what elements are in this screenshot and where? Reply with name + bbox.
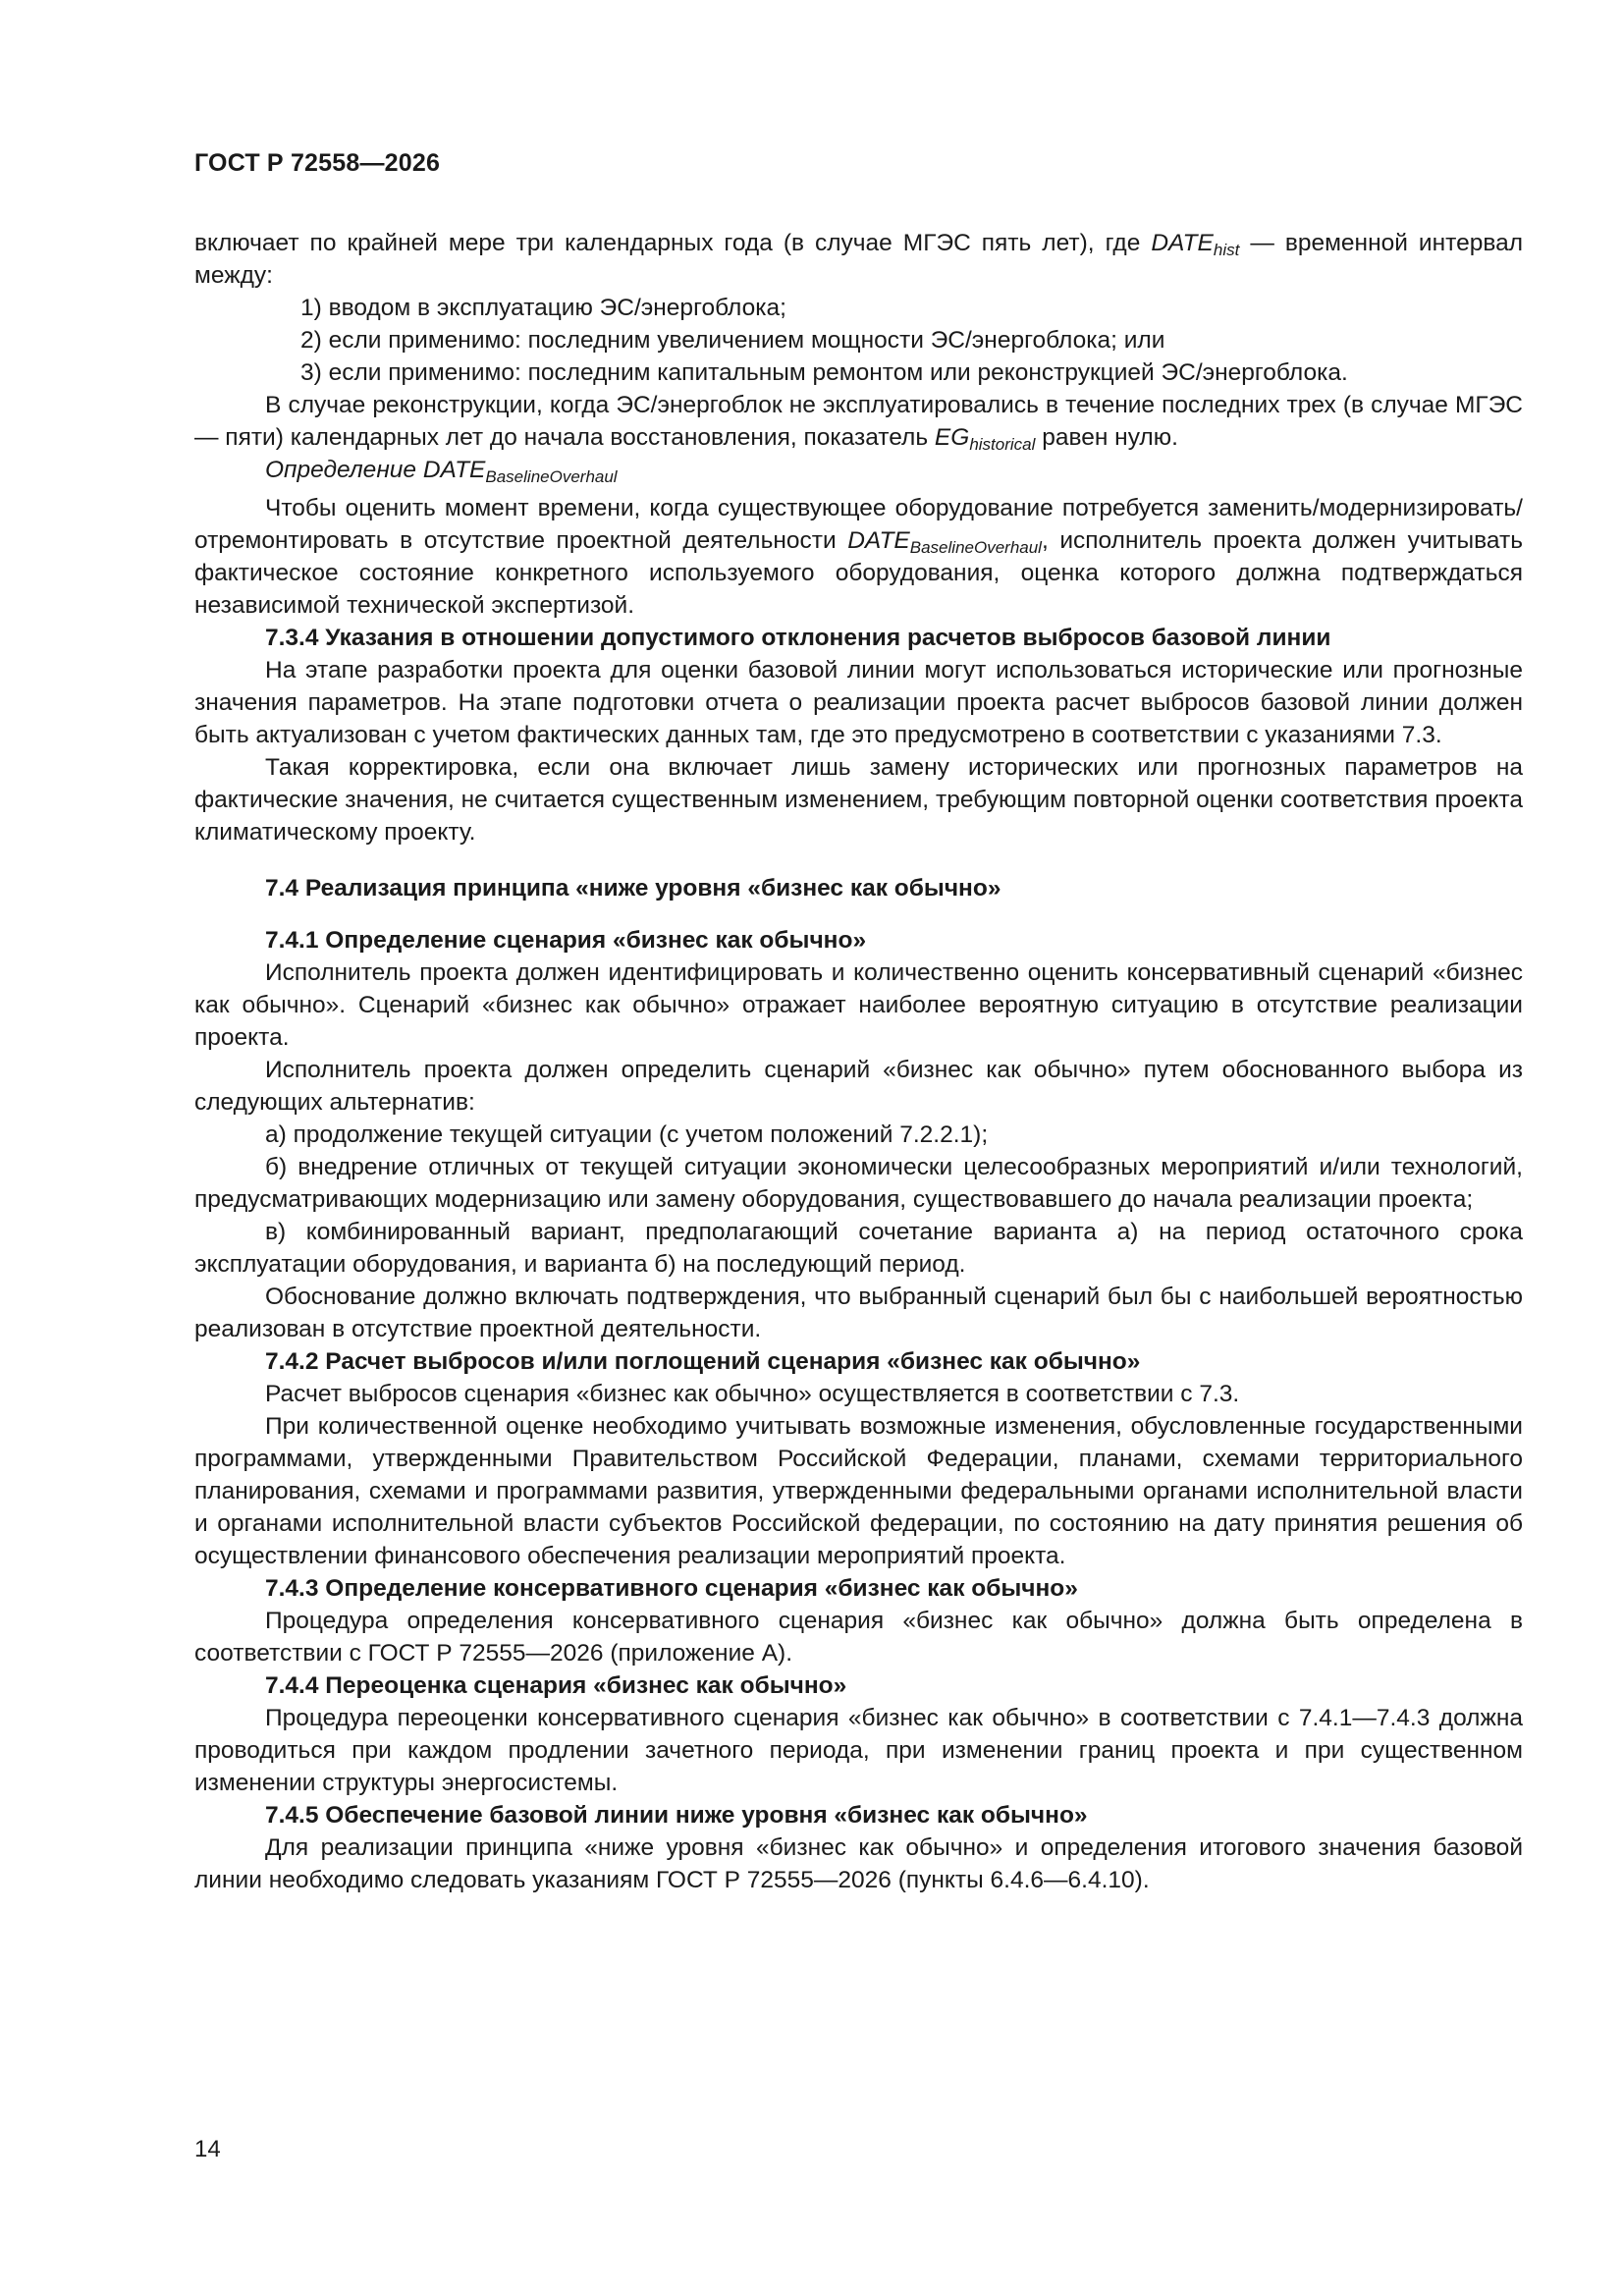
variable-date: $DATE_{hist}$: [1151, 230, 1240, 259]
section-heading-7-3-4: 7.3.4 Указания в отношении допустимого отклонения расчетов выбросов базовой линии: [265, 625, 1331, 651]
paragraph-reconstruction: В случае реконструкции, когда ЭС/энергоблок не эксплуатировались в течение последних трех (в случае МГЭС — пяти) календарных лет до начала восстановления, показатель $EG_{historical}$ равен нулю.: [194, 392, 1523, 454]
paragraph: При количественной оценке необходимо учитывать возможные изменения, обусловленные государственными программами, утвержденными Правительством Российской Федерации, планами, схемами территориального планирования, схемами и программами развития, утвержденными федеральными органами исполнительной власти и органами исполнительной власти субъектов Российской федерации, по состоянию на дату принятия решения об осуществлении финансового обеспечения реализации мероприятий проекта.: [194, 1413, 1523, 1569]
paragraph: Такая корректировка, если она включает лишь замену исторических или прогнозных параметров на фактические значения, не считается существенным изменением, требующим повторной оценки соответствия проекта климатическому проекту.: [194, 754, 1523, 846]
document-header: ГОСТ Р 72558—2026: [194, 149, 441, 177]
definition-title: Определение $DATE_{BaselineOverhaul}$: [265, 457, 618, 486]
paragraph: Для реализации принципа «ниже уровня «бизнес как обычно» и определения итогового значения базовой линии необходимо следовать указаниям ГОСТ Р 72555—2026 (пункты 6.4.6—6.4.10).: [194, 1834, 1523, 1893]
page-number: 14: [194, 2136, 221, 2162]
section-heading-7-4: 7.4 Реализация принципа «ниже уровня «бизнес как обычно»: [265, 875, 1001, 902]
paragraph-baseline-overhaul: Чтобы оценить момент времени, когда существующее оборудование потребуется заменить/модернизировать/отремонтировать в отсутствие проектной деятельности $DATE_{BaselineOverhaul}$, исполнитель проекта должен учитывать фактическое состояние конкретного используемого оборудования, оценка которого должна подтверждаться независимой технической экспертизой.: [194, 495, 1523, 619]
paragraph: Исполнитель проекта должен определить сценарий «бизнес как обычно» путем обоснованного выбора из следующих альтернатив:: [194, 1057, 1523, 1116]
variable-date-overhaul: $DATE_{BaselineOverhaul}$: [847, 527, 1042, 557]
section-heading-7-4-5: 7.4.5 Обеспечение базовой линии ниже уровня «бизнес как обычно»: [265, 1802, 1088, 1829]
variable-eg: $EG_{historical}$: [934, 424, 1036, 454]
list-item: 3) если применимо: последним капитальным ремонтом или реконструкцией ЭС/энергоблока.: [300, 359, 1348, 386]
section-heading-7-4-4: 7.4.4 Переоценка сценария «бизнес как обычно»: [265, 1672, 847, 1699]
list-item: а) продолжение текущей ситуации (с учетом положений 7.2.2.1);: [265, 1121, 989, 1148]
paragraph: Обоснование должно включать подтверждения, что выбранный сценарий был бы с наибольшей вероятностью реализован в отсутствие проектной деятельности.: [194, 1284, 1523, 1342]
paragraph: На этапе разработки проекта для оценки базовой линии могут использоваться исторические или прогнозные значения параметров. На этапе подготовки отчета о реализации проекта расчет выбросов базовой линии должен быть актуализован с учетом фактических данных там, где это предусмотрено в соответствии с указаниями 7.3.: [194, 657, 1523, 748]
section-heading-7-4-1: 7.4.1 Определение сценария «бизнес как обычно»: [265, 927, 867, 954]
document-body: [194, 227, 1523, 1896]
list-item: б) внедрение отличных от текущей ситуации экономически целесообразных мероприятий и/или технологий, предусматривающих модернизацию или замену оборудования, существовавшего до начала реализации проекта;: [194, 1154, 1523, 1213]
paragraph: Процедура определения консервативного сценария «бизнес как обычно» должна быть определена в соответствии с ГОСТ Р 72555—2026 (приложение А).: [194, 1608, 1523, 1667]
list-item: 1) вводом в эксплуатацию ЭС/энергоблока;: [300, 295, 786, 321]
section-heading-7-4-3: 7.4.3 Определение консервативного сценария «бизнес как обычно»: [265, 1575, 1078, 1602]
paragraph: Исполнитель проекта должен идентифицировать и количественно оценить консервативный сценарий «бизнес как обычно». Сценарий «бизнес как обычно» отражает наиболее вероятную ситуацию в отсутствие реализации проекта.: [194, 959, 1523, 1051]
list-item: 2) если применимо: последним увеличением мощности ЭС/энергоблока; или: [300, 327, 1165, 354]
paragraph: Расчет выбросов сценария «бизнес как обычно» осуществляется в соответствии с 7.3.: [265, 1381, 1240, 1407]
paragraph: Процедура переоценки консервативного сценария «бизнес как обычно» в соответствии с 7.4.1—7.4.3 должна проводиться при каждом продлении зачетного периода, при изменении границ проекта и при существенном изменении структуры энергосистемы.: [194, 1705, 1523, 1796]
paragraph-date-hist: включает по крайней мере три календарных года (в случае МГЭС пять лет), где $DATE_{hist}$ — временной интервал между:: [194, 230, 1523, 289]
list-item: в) комбинированный вариант, предполагающий сочетание варианта а) на период остаточного срока эксплуатации оборудования, и варианта б) на последующий период.: [194, 1219, 1523, 1278]
section-heading-7-4-2: 7.4.2 Расчет выбросов и/или поглощений сценария «бизнес как обычно»: [265, 1348, 1141, 1375]
